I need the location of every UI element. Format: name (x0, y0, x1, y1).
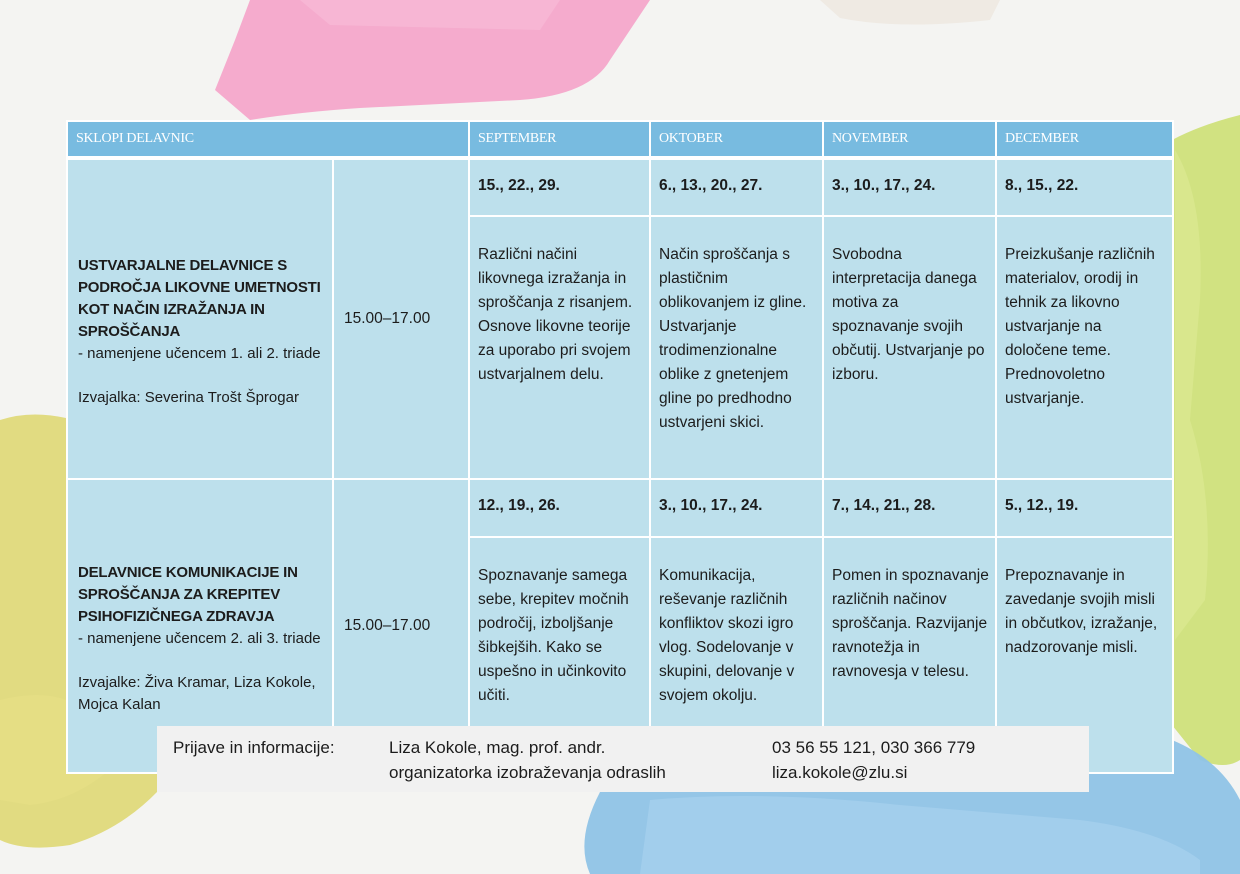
workshop-target-group: - namenjene učencem 1. ali 2. triade (78, 345, 321, 362)
workshop-schedule-table (66, 120, 1174, 774)
description-november: Pomen in spoznavanje različnih načinov sproščanja. Razvijanje ravnotežja in ravnovesja v telesu. (823, 537, 996, 773)
description-december: Prepoznavanje in zavedanje svojih misli in občutkov, izražanje, nadzorovanje misli. (996, 537, 1173, 773)
description-september: Spoznavanje samega sebe, krepitev močnih področij, izboljšanje šibkejših. Kako se uspešno in učinkovito učiti. (469, 537, 650, 773)
workshop-info-cell (67, 158, 333, 479)
header-workshops: SKLOPI DELAVNIC (67, 121, 469, 158)
contact-footer (157, 726, 1089, 792)
header-month-november: NOVEMBER (823, 121, 996, 158)
contact-name: Liza Kokole, mag. prof. andr. (389, 738, 606, 757)
table-row (67, 158, 1173, 216)
description-december: Preizkušanje različnih materialov, orodij in tehnik za likovno ustvarjanje na določene teme. Prednovoletno ustvarjanje. (996, 216, 1173, 479)
table-row (67, 479, 1173, 537)
workshop-title: USTVARJALNE DELAVNICE S PODROČJA LIKOVNE UMETNOSTI KOT NAČIN IZRAŽANJA IN SPROŠČANJA (78, 257, 321, 340)
description-october: Komunikacija, reševanje različnih konfliktov skozi igro vlog. Sodelovanje v skupini, delovanje v svojem okolju. (650, 537, 823, 773)
contact-phone: 03 56 55 121, 030 366 779 (772, 738, 976, 757)
header-month-october: OKTOBER (650, 121, 823, 158)
dates-september: 15., 22., 29. (469, 158, 650, 216)
dates-december: 5., 12., 19. (996, 479, 1173, 537)
workshop-leader: Izvajalka: Severina Trošt Šprogar (78, 389, 299, 406)
description-september: Različni načini likovnega izražanja in sproščanja z risanjem. Osnove likovne teorije za uporabo pri svojem ustvarjalnem delu. (469, 216, 650, 479)
contact-label: Prijave in informacije: (173, 738, 335, 757)
table-header-row (67, 121, 1173, 158)
header-month-september: SEPTEMBER (469, 121, 650, 158)
description-november: Svobodna interpretacija danega motiva za spoznavanje svojih občutij. Ustvarjanje po izboru. (823, 216, 996, 479)
workshop-leader: Izvajalke: Živa Kramar, Liza Kokole, Mojca Kalan (78, 674, 316, 713)
dates-december: 8., 15., 22. (996, 158, 1173, 216)
contact-details (772, 736, 975, 785)
dates-october: 3., 10., 17., 24. (650, 479, 823, 537)
contact-role: organizatorka izobraževanja odraslih (389, 762, 666, 782)
dates-november: 3., 10., 17., 24. (823, 158, 996, 216)
workshop-time: 15.00–17.00 (333, 479, 469, 773)
dates-november: 7., 14., 21., 28. (823, 479, 996, 537)
header-month-december: DECEMBER (996, 121, 1173, 158)
description-october: Način sproščanja s plastičnim oblikovanjem iz gline. Ustvarjanje trodimenzionalne oblike z gnetenjem gline po predhodno ustvarjeni skici. (650, 216, 823, 479)
workshop-title: DELAVNICE KOMUNIKACIJE IN SPROŠČANJA ZA KREPITEV PSIHOFIZIČNEGA ZDRAVJA (78, 564, 298, 625)
workshop-target-group: - namenjene učencem 2. ali 3. triade (78, 630, 321, 647)
dates-october: 6., 13., 20., 27. (650, 158, 823, 216)
contact-email[interactable]: liza.kokole@zlu.si (772, 762, 908, 782)
contact-person (389, 736, 666, 785)
workshop-time: 15.00–17.00 (333, 158, 469, 479)
dates-september: 12., 19., 26. (469, 479, 650, 537)
